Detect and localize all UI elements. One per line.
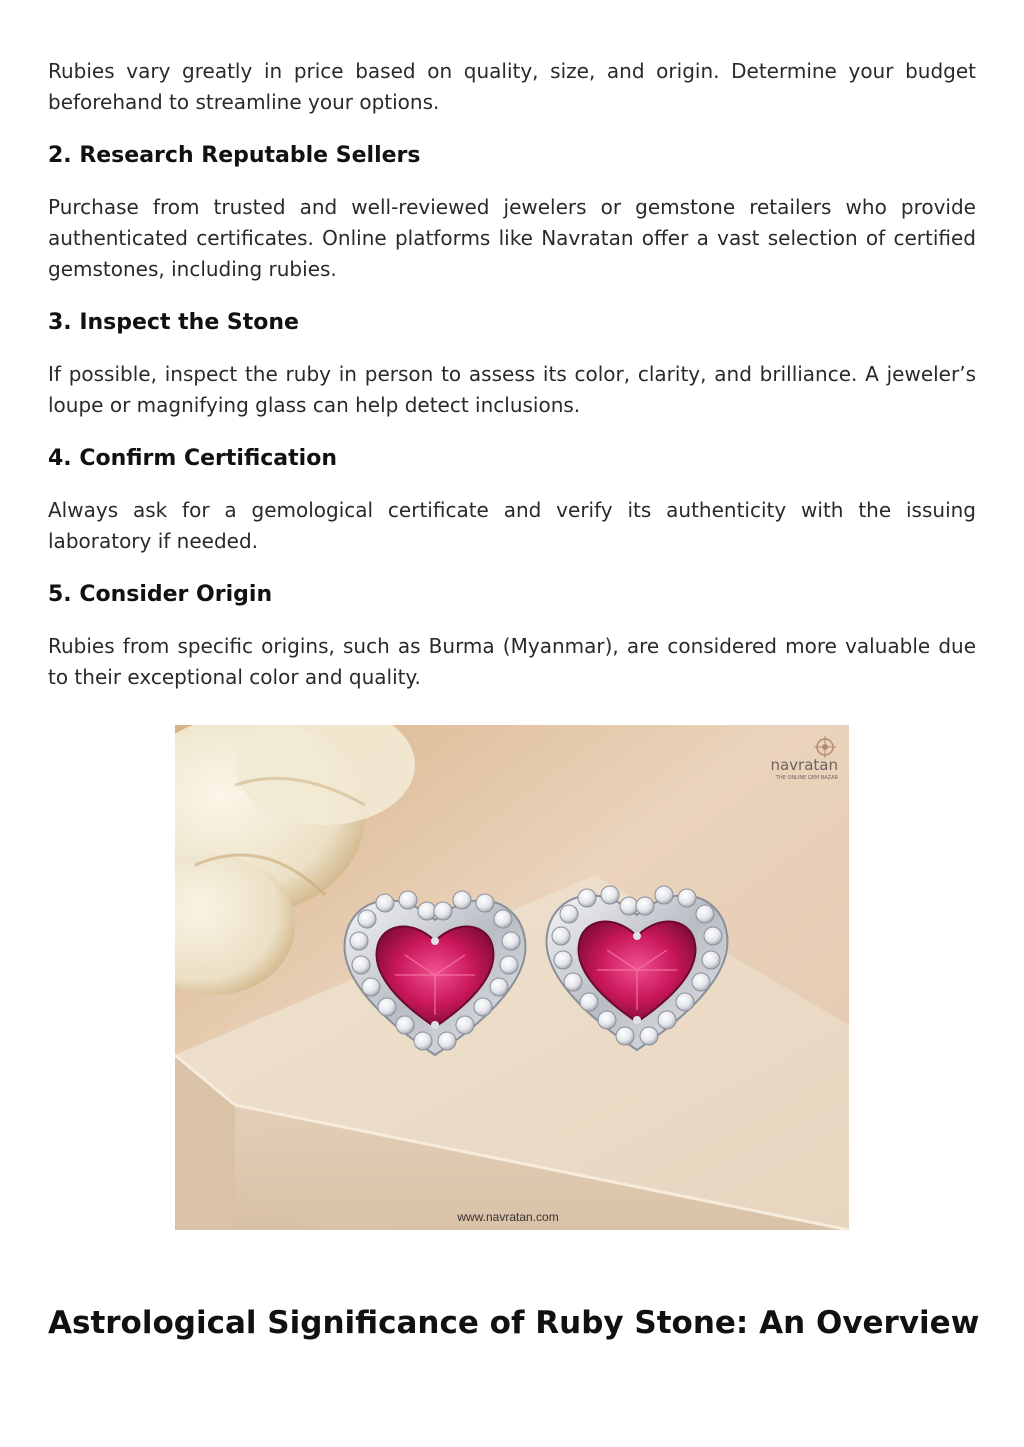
- section-heading-inspect-stone: 3. Inspect the Stone: [48, 310, 299, 335]
- main-heading: Astrological Significance of Ruby Stone: An Overview: [48, 1305, 980, 1341]
- section-text-research-sellers: Purchase from trusted and well-reviewed jewelers or gemstone retailers who provide authenticated certificates. Online platforms like Navratan offer a vast selection of certified gemstones, including rubies.: [48, 195, 976, 281]
- logo-wordmark: navratan: [770, 756, 838, 774]
- section-text-confirm-certification: Always ask for a gemological certificate and verify its authenticity with the issuing laboratory if needed.: [48, 498, 976, 553]
- article-content: [48, 56, 976, 693]
- section-text-consider-origin: Rubies from specific origins, such as Burma (Myanmar), are considered more valuable due to their exceptional color and quality.: [48, 634, 976, 689]
- section-text-inspect-stone: If possible, inspect the ruby in person to assess its color, clarity, and brilliance. A jeweler’s loupe or magnifying glass can help detect inclusions.: [48, 362, 976, 417]
- intro-paragraph: Rubies vary greatly in price based on quality, size, and origin. Determine your budget beforehand to streamline your options.: [48, 59, 976, 114]
- section-heading-confirm-certification: 4. Confirm Certification: [48, 446, 337, 471]
- watermark-url: www.navratan.com: [457, 1210, 559, 1224]
- section-heading-consider-origin: 5. Consider Origin: [48, 582, 273, 607]
- section-heading-research-sellers: 2. Research Reputable Sellers: [48, 143, 421, 168]
- ruby-earrings-image: [175, 725, 849, 1230]
- logo-tagline: THE ONLINE GEM BAZAR: [775, 775, 838, 781]
- ruby-earrings-illustration: [175, 725, 849, 1230]
